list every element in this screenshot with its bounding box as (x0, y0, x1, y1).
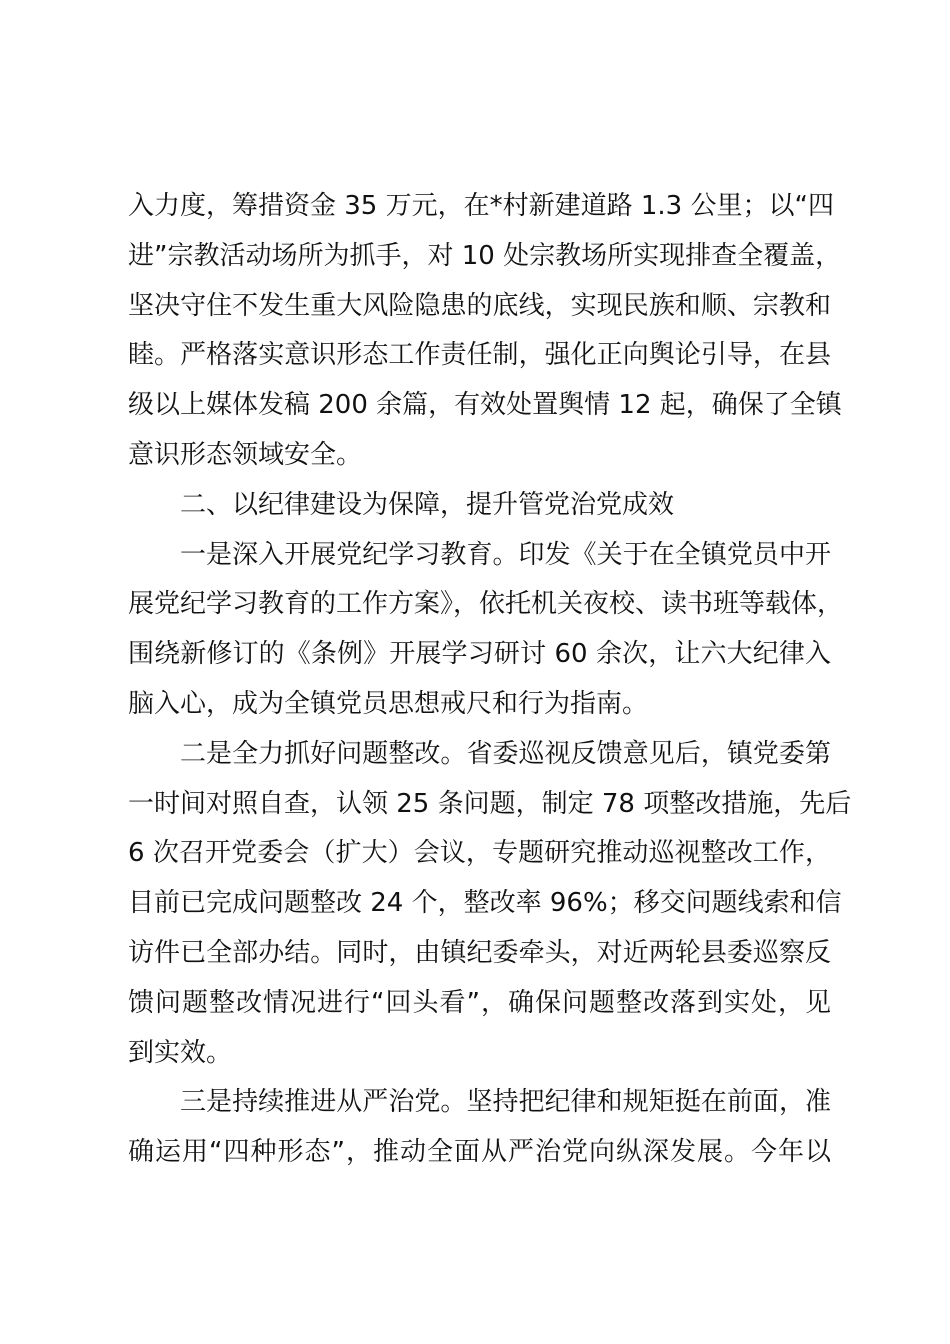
text-line: 进”宗教活动场所为抓手，对 10 处宗教场所实现排查全覆盖， (128, 240, 842, 271)
text-line: 访件已全部办结。同时，由镇纪委牵头，对近两轮县委巡察反 (128, 937, 831, 968)
text-line: 一时间对照自查，认领 25 条问题，制定 78 项整改措施，先后 (128, 788, 852, 819)
text-line: 三是持续推进从严治党。坚持把纪律和规矩挺在前面，准 (180, 1087, 831, 1118)
text-line: 一是深入开展党纪学习教育。印发《关于在全镇党员中开 (180, 539, 831, 570)
text-line: 目前已完成问题整改 24 个，整改率 96%；移交问题线索和信 (128, 888, 842, 919)
text-line: 坚决守住不发生重大风险隐患的底线，实现民族和顺、宗教和 (128, 290, 831, 321)
text-line: 睦。严格落实意识形态工作责任制，强化正向舆论引导，在县 (128, 340, 831, 371)
text-line: 入力度，筹措资金 35 万元，在*村新建道路 1.3 公里；以“四 (128, 191, 834, 221)
paragraph (128, 730, 852, 1079)
text-line: 脑入心，成为全镇党员思想戒尺和行为指南。 (128, 688, 649, 719)
paragraph (128, 182, 842, 481)
text-line: 围绕新修订的《条例》开展学习研讨 60 余次，让六大纪律入 (128, 639, 831, 670)
paragraph (128, 531, 844, 730)
text-line: 展党纪学习教育的工作方案》，依托机关夜校、读书班等载体， (128, 589, 844, 620)
text-line: 意识形态领域安全。 (128, 439, 363, 470)
text-line: 级以上媒体发稿 200 余篇，有效处置舆情 12 起，确保了全镇 (128, 390, 842, 421)
text-line: 6 次召开党委会（扩大）会议，专题研究推动巡视整改工作， (128, 838, 831, 869)
section-heading (128, 481, 831, 531)
text-line: 确运用“四种形态”，推动全面从严治党向纵深发展。今年以 (128, 1137, 831, 1168)
text-line: 到实效。 (128, 1037, 233, 1068)
document-page (128, 182, 852, 1178)
paragraph (128, 1078, 831, 1178)
text-line: 馈问题整改情况进行“回头看”，确保问题整改落到实处，见 (128, 987, 831, 1018)
text-line: 二是全力抓好问题整改。省委巡视反馈意见后，镇党委第 (180, 738, 831, 769)
text-line: 二、以纪律建设为保障，提升管党治党成效 (180, 489, 675, 520)
